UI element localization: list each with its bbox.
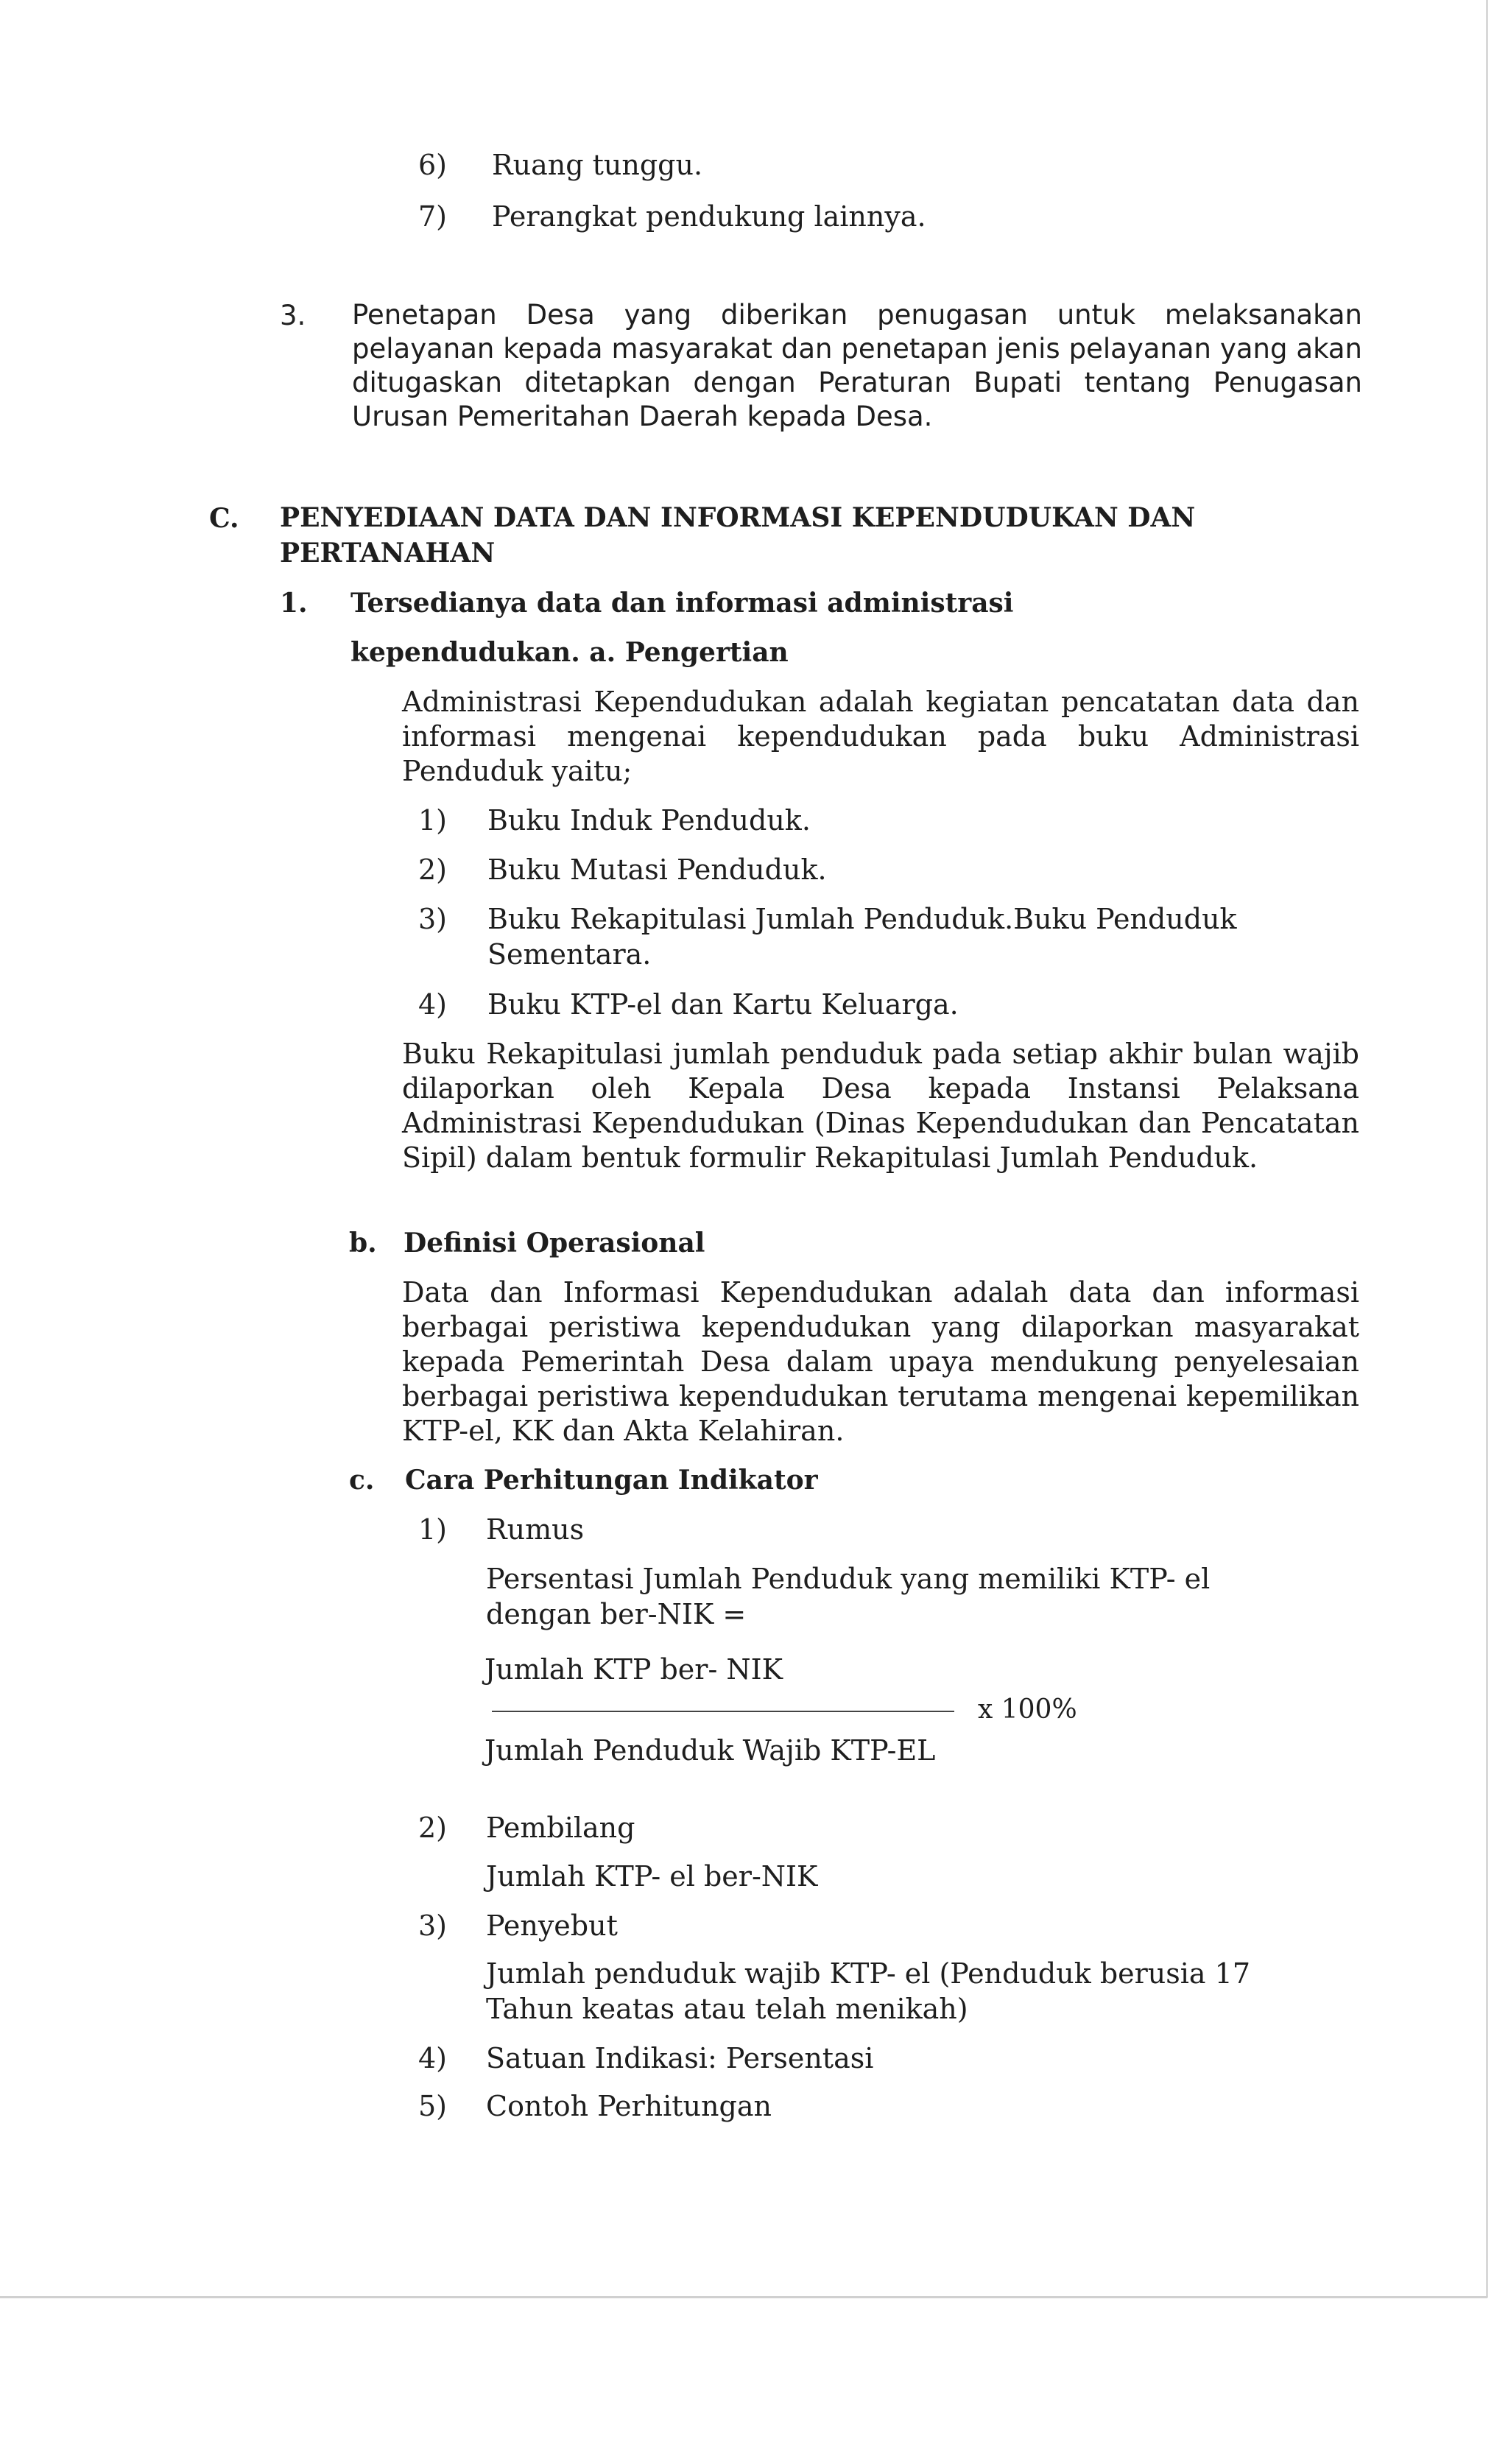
subsection-title-line1: Tersedianya data dan informasi administrasi	[350, 588, 1014, 619]
item-number: 3.	[280, 300, 306, 331]
subsection-letter: c.	[349, 1465, 375, 1496]
penyebut-text-line1: Jumlah penduduk wajib KTP- el (Penduduk berusia 17	[486, 1957, 1251, 1990]
formula-denominator: Jumlah Penduduk Wajib KTP-EL	[485, 1734, 936, 1767]
list-number: 1)	[418, 804, 448, 837]
list-item-text: Ruang tunggu.	[492, 149, 703, 181]
satuan-label: Satuan Indikasi: Persentasi	[486, 2042, 874, 2074]
section-letter: C.	[209, 503, 239, 534]
list-number: 5)	[418, 2090, 448, 2122]
list-item-text: Buku Mutasi Penduduk.	[487, 853, 827, 886]
section-title-line1: PENYEDIAAN DATA DAN INFORMASI KEPENDUDUKAN DAN	[280, 502, 1196, 533]
formula-numerator: Jumlah KTP ber- NIK	[485, 1653, 783, 1686]
fraction-bar	[492, 1711, 954, 1712]
penyebut-label: Penyebut	[486, 1909, 618, 1942]
contoh-label: Contoh Perhitungan	[486, 2090, 772, 2122]
section-title-line2: PERTANAHAN	[280, 538, 496, 569]
subsection-letter: b.	[349, 1228, 377, 1259]
list-number: 4)	[418, 988, 448, 1021]
definisi-paragraph: Data dan Informasi Kependudukan adalah data dan informasi berbagai peristiwa kependudukan yang dilaporkan masyarakat kepada Pemerintah Desa dalam upaya mendukung penyelesaian berbagai peristiwa kependudukan terutama mengenai kepemilikan KTP-el, KK dan Akta Kelahiran.	[402, 1276, 1359, 1447]
page-edge-bottom	[0, 2296, 1487, 2298]
list-number: 1)	[418, 1513, 448, 1546]
rekapitulasi-paragraph: Buku Rekapitulasi jumlah penduduk pada setiap akhir bulan wajib dilaporkan oleh Kepala Desa kepada Instansi Pelaksana Administrasi Kependudukan (Dinas Kependudukan dan Pencatatan Sipil) dalam bentuk formulir Rekapitulasi Jumlah Penduduk.	[402, 1038, 1359, 1174]
item3-paragraph: Penetapan Desa yang diberikan penugasan untuk melaksanakan pelayanan kepada masyarakat dan penetapan jenis pelayanan yang akan ditugaskan ditetapkan dengan Peraturan Bupati tentang Penugasan Urusan Pemeritahan Daerah kepada Desa.	[352, 299, 1362, 432]
list-number: 2)	[418, 1812, 448, 1844]
list-item-text: Buku Induk Penduduk.	[487, 804, 811, 837]
list-item-text: Buku Rekapitulasi Jumlah Penduduk.Buku Penduduk	[487, 903, 1237, 935]
list-number: 2)	[418, 853, 448, 886]
penyebut-text-line2: Tahun keatas atau telah menikah)	[486, 1993, 968, 2025]
list-number: 7)	[418, 200, 448, 233]
pembilang-label: Pembilang	[486, 1812, 635, 1844]
definisi-title: Definisi Operasional	[404, 1228, 705, 1259]
subsection-number: 1.	[280, 588, 308, 619]
pembilang-text: Jumlah KTP- el ber-NIK	[486, 1860, 818, 1893]
list-number: 4)	[418, 2042, 448, 2074]
list-number: 6)	[418, 149, 448, 181]
rumus-text-line2: dengan ber-NIK =	[486, 1598, 747, 1630]
rumus-label: Rumus	[486, 1513, 585, 1546]
pengertian-paragraph: Administrasi Kependudukan adalah kegiatan pencatatan data dan informasi mengenai kependudukan pada buku Administrasi Penduduk yaitu;	[402, 686, 1359, 787]
page-edge-right	[1486, 0, 1488, 2298]
list-number: 3)	[418, 903, 448, 935]
cara-title: Cara Perhitungan Indikator	[405, 1465, 818, 1496]
list-item-text: Perangkat pendukung lainnya.	[492, 200, 926, 233]
formula-multiplier: x 100%	[978, 1694, 1077, 1725]
list-item-text: Buku KTP-el dan Kartu Keluarga.	[487, 988, 959, 1021]
subsection-title-line2: kependudukan. a. Pengertian	[350, 637, 789, 668]
rumus-text-line1: Persentasi Jumlah Penduduk yang memiliki KTP- el	[486, 1563, 1211, 1595]
list-item-text: Sementara.	[487, 938, 652, 971]
list-number: 3)	[418, 1909, 448, 1942]
